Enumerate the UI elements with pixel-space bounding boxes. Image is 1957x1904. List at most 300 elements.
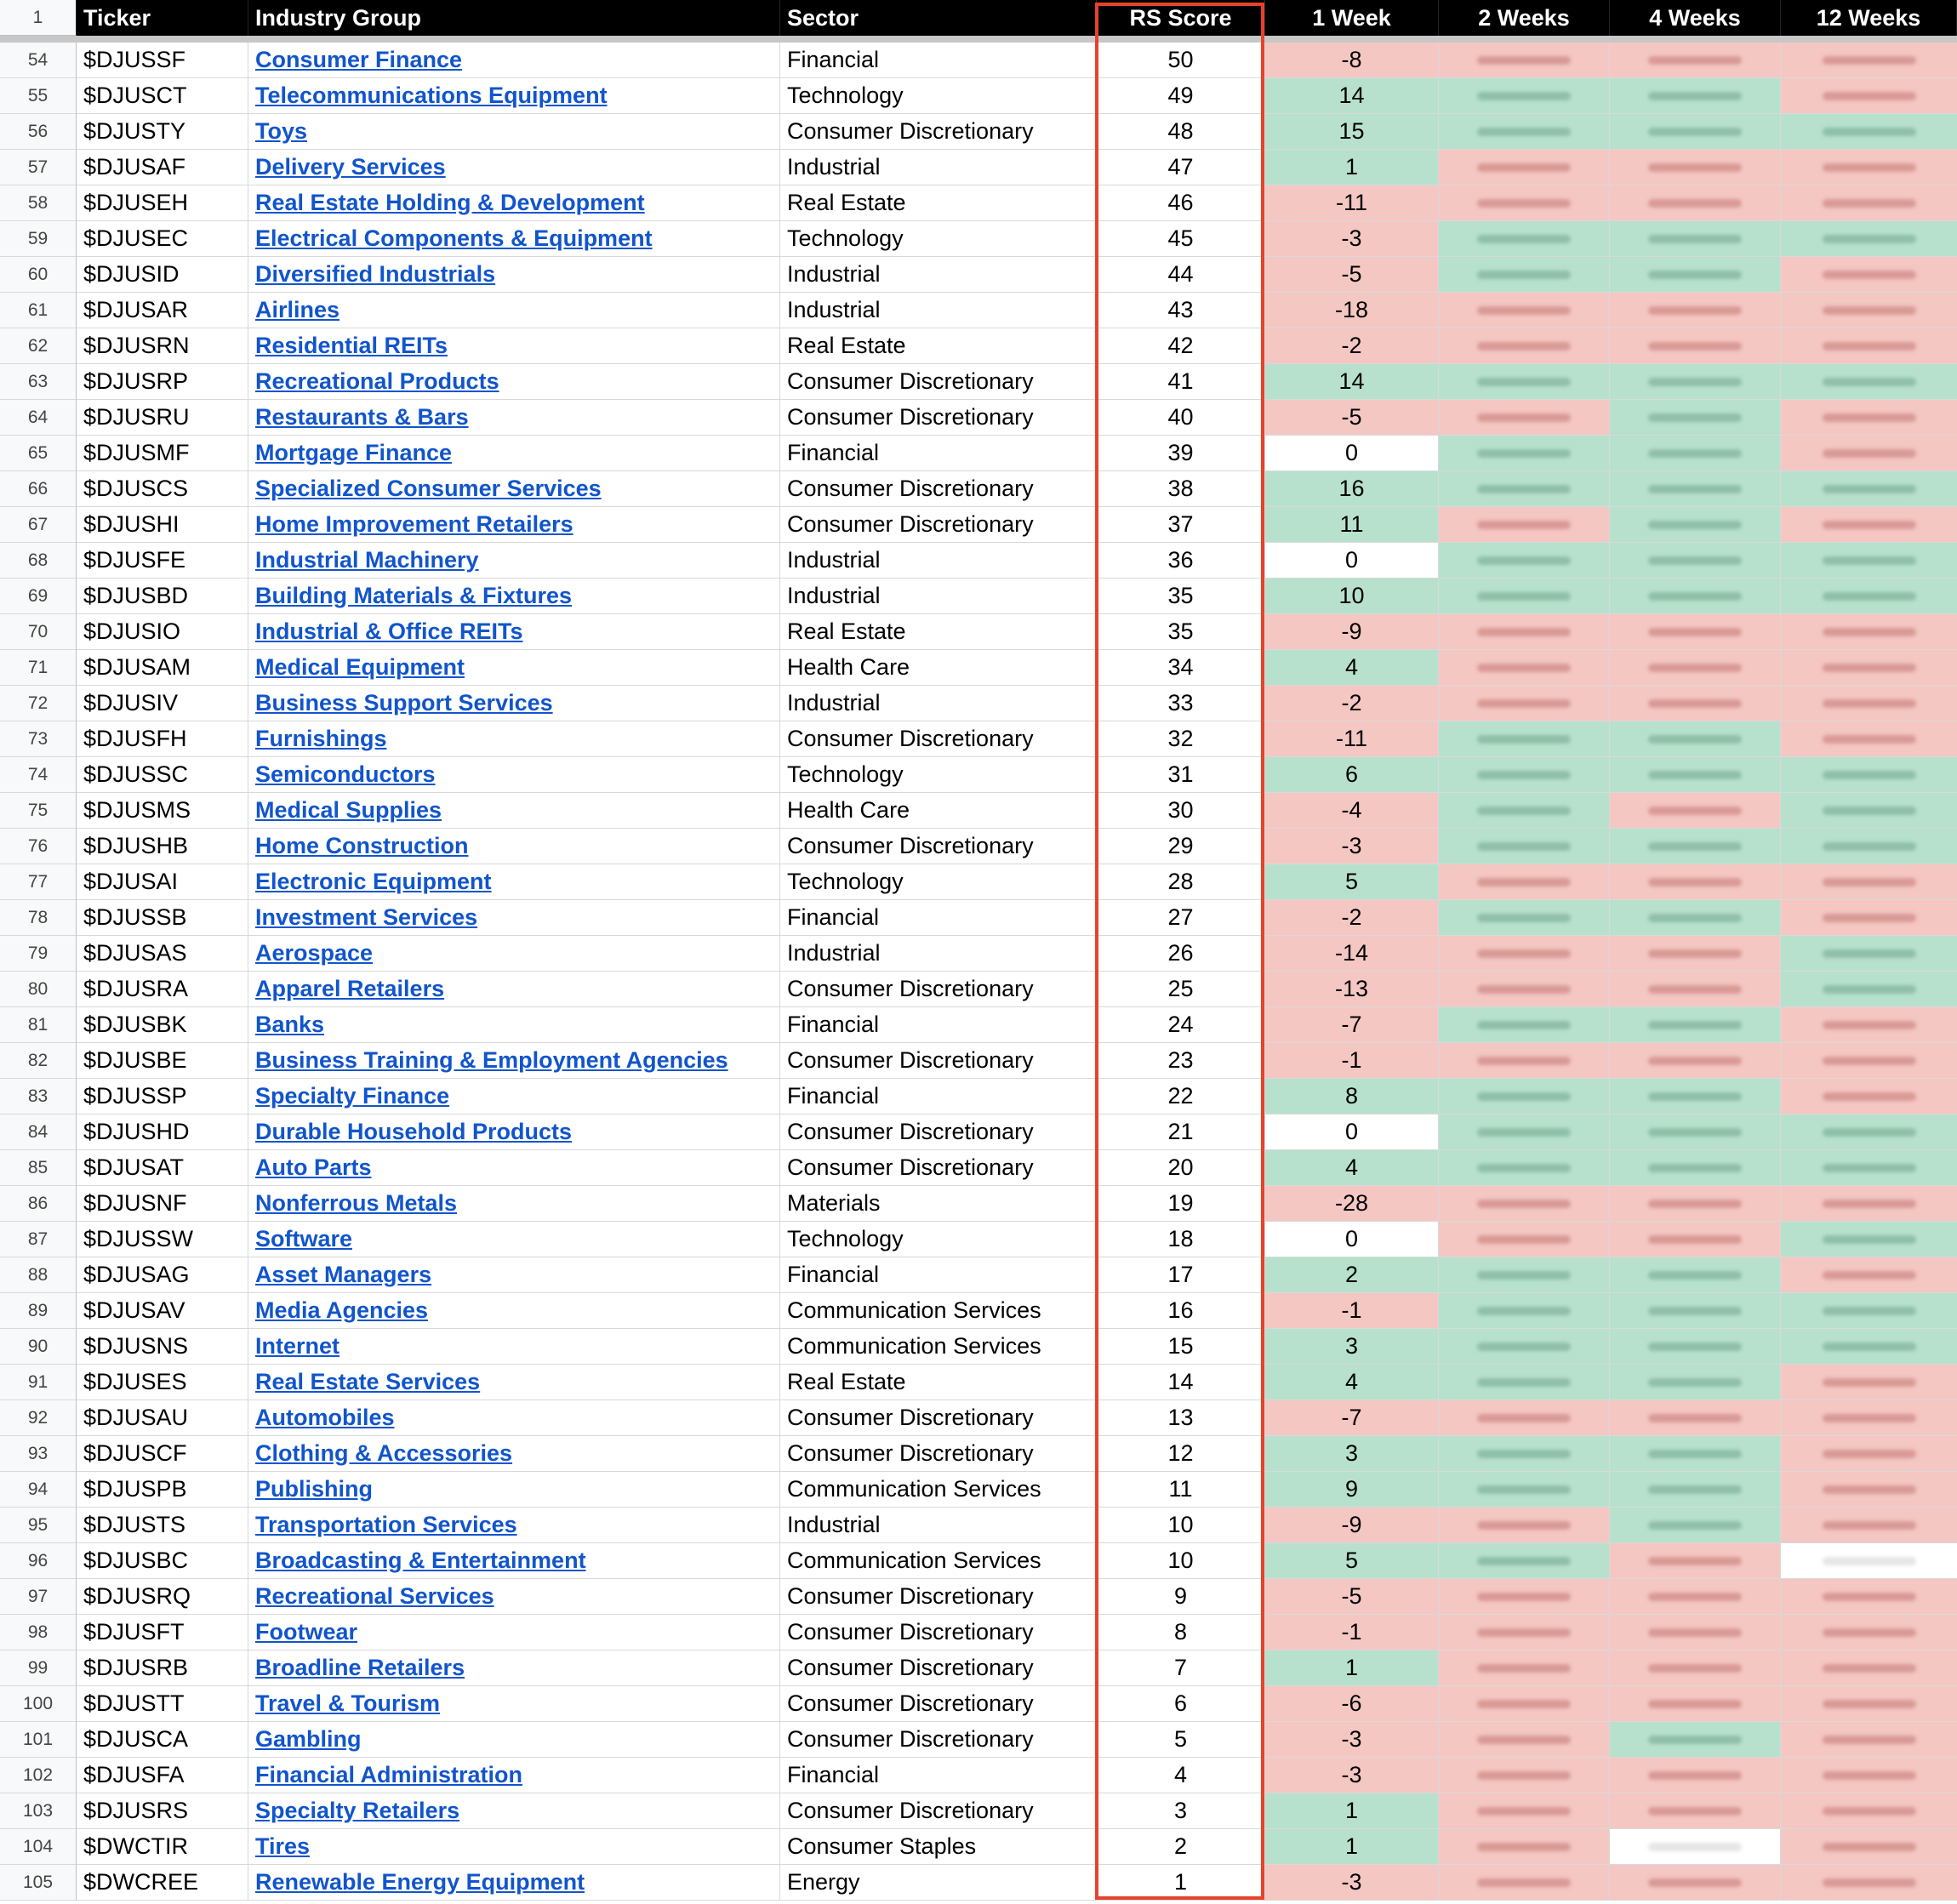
sector-cell[interactable]: Consumer Discretionary (780, 1579, 1097, 1615)
sector-cell[interactable]: Communication Services (780, 1329, 1097, 1365)
week1-change-cell[interactable]: -7 (1265, 1007, 1439, 1043)
industry-group-cell[interactable] (248, 1186, 780, 1222)
week4-change-cell-redacted[interactable] (1610, 1865, 1781, 1901)
week12-change-cell-redacted[interactable] (1781, 1686, 1957, 1722)
week2-change-cell-redacted[interactable] (1439, 1400, 1610, 1436)
industry-group-link[interactable]: Investment Services (255, 904, 478, 930)
rs-score-cell[interactable]: 12 (1097, 1436, 1265, 1472)
week12-change-cell-redacted[interactable] (1781, 936, 1957, 972)
sector-cell[interactable]: Industrial (780, 686, 1097, 721)
week2-change-cell-redacted[interactable] (1439, 507, 1610, 543)
week12-change-cell-redacted[interactable] (1781, 400, 1957, 436)
industry-group-link[interactable]: Telecommunications Equipment (255, 83, 608, 108)
ticker-cell[interactable]: $DJUSHD (77, 1114, 248, 1150)
industry-group-cell[interactable] (248, 436, 780, 471)
week2-change-cell-redacted[interactable] (1439, 864, 1610, 900)
industry-group-cell[interactable] (248, 650, 780, 686)
industry-group-link[interactable]: Travel & Tourism (255, 1690, 441, 1716)
ticker-cell[interactable]: $DJUSRS (77, 1793, 248, 1829)
week1-change-cell[interactable]: 2 (1265, 1257, 1439, 1293)
week2-change-cell-redacted[interactable] (1439, 579, 1610, 614)
week4-change-cell-redacted[interactable] (1610, 150, 1781, 185)
industry-group-cell[interactable] (248, 721, 780, 757)
industry-group-cell[interactable] (248, 150, 780, 185)
industry-group-link[interactable]: Medical Equipment (255, 654, 465, 680)
ticker-cell[interactable]: $DJUSBD (77, 579, 248, 614)
week2-change-cell-redacted[interactable] (1439, 900, 1610, 936)
week12-change-cell-redacted[interactable] (1781, 686, 1957, 721)
week12-change-cell-redacted[interactable] (1781, 43, 1957, 78)
row-number[interactable]: 65 (0, 436, 77, 471)
industry-group-link[interactable]: Broadline Retailers (255, 1655, 465, 1680)
row-number[interactable]: 93 (0, 1436, 77, 1472)
industry-group-link[interactable]: Electronic Equipment (255, 869, 492, 894)
sector-cell[interactable]: Industrial (780, 543, 1097, 579)
row-number[interactable]: 101 (0, 1722, 77, 1758)
industry-group-link[interactable]: Renewable Energy Equipment (255, 1869, 585, 1895)
rs-score-cell[interactable]: 4 (1097, 1758, 1265, 1793)
column-header-ticker[interactable]: Ticker (77, 0, 248, 36)
week4-change-cell-redacted[interactable] (1610, 507, 1781, 543)
industry-group-link[interactable]: Apparel Retailers (255, 976, 445, 1001)
week1-change-cell[interactable]: -3 (1265, 1865, 1439, 1901)
week4-change-cell-redacted[interactable] (1610, 293, 1781, 328)
rs-score-cell[interactable]: 27 (1097, 900, 1265, 936)
industry-group-link[interactable]: Specialty Retailers (255, 1798, 460, 1823)
week2-change-cell-redacted[interactable] (1439, 1829, 1610, 1865)
week12-change-cell-redacted[interactable] (1781, 1865, 1957, 1901)
column-header-2-weeks[interactable]: 2 Weeks (1439, 0, 1610, 36)
sector-cell[interactable]: Consumer Discretionary (780, 721, 1097, 757)
ticker-cell[interactable]: $DJUSRU (77, 400, 248, 436)
week2-change-cell-redacted[interactable] (1439, 1579, 1610, 1615)
sector-cell[interactable]: Consumer Discretionary (780, 507, 1097, 543)
week1-change-cell[interactable]: -8 (1265, 43, 1439, 78)
ticker-cell[interactable]: $DJUSAT (77, 1150, 248, 1186)
week1-change-cell[interactable]: -2 (1265, 686, 1439, 721)
row-number[interactable]: 57 (0, 150, 77, 185)
week12-change-cell-redacted[interactable] (1781, 471, 1957, 507)
row-number[interactable]: 79 (0, 936, 77, 972)
sector-cell[interactable]: Real Estate (780, 1365, 1097, 1400)
week4-change-cell-redacted[interactable] (1610, 757, 1781, 793)
week4-change-cell-redacted[interactable] (1610, 1686, 1781, 1722)
rs-score-cell[interactable]: 30 (1097, 793, 1265, 829)
rs-score-cell[interactable]: 47 (1097, 150, 1265, 185)
week1-change-cell[interactable]: 8 (1265, 1079, 1439, 1114)
rs-score-cell[interactable]: 29 (1097, 829, 1265, 864)
industry-group-link[interactable]: Financial Administration (255, 1762, 523, 1787)
week2-change-cell-redacted[interactable] (1439, 1436, 1610, 1472)
ticker-cell[interactable]: $DJUSID (77, 257, 248, 293)
week12-change-cell-redacted[interactable] (1781, 257, 1957, 293)
industry-group-cell[interactable] (248, 543, 780, 579)
rs-score-cell[interactable]: 23 (1097, 1043, 1265, 1079)
week4-change-cell-redacted[interactable] (1610, 1829, 1781, 1865)
week1-change-cell[interactable]: 1 (1265, 1793, 1439, 1829)
week4-change-cell-redacted[interactable] (1610, 579, 1781, 614)
row-number[interactable]: 83 (0, 1079, 77, 1114)
ticker-cell[interactable]: $DJUSTY (77, 114, 248, 150)
rs-score-cell[interactable]: 41 (1097, 364, 1265, 400)
ticker-cell[interactable]: $DJUSSP (77, 1079, 248, 1114)
rs-score-cell[interactable]: 46 (1097, 185, 1265, 221)
week12-change-cell-redacted[interactable] (1781, 900, 1957, 936)
week4-change-cell-redacted[interactable] (1610, 1150, 1781, 1186)
week4-change-cell-redacted[interactable] (1610, 114, 1781, 150)
week4-change-cell-redacted[interactable] (1610, 1007, 1781, 1043)
industry-group-link[interactable]: Tires (255, 1833, 311, 1859)
week4-change-cell-redacted[interactable] (1610, 864, 1781, 900)
industry-group-cell[interactable] (248, 400, 780, 436)
industry-group-link[interactable]: Gambling (255, 1726, 362, 1752)
row-number[interactable]: 103 (0, 1793, 77, 1829)
week4-change-cell-redacted[interactable] (1610, 400, 1781, 436)
row-number[interactable]: 82 (0, 1043, 77, 1079)
row-number[interactable]: 73 (0, 721, 77, 757)
week2-change-cell-redacted[interactable] (1439, 400, 1610, 436)
week12-change-cell-redacted[interactable] (1781, 1722, 1957, 1758)
week4-change-cell-redacted[interactable] (1610, 328, 1781, 364)
week2-change-cell-redacted[interactable] (1439, 793, 1610, 829)
rs-score-cell[interactable]: 49 (1097, 78, 1265, 114)
ticker-cell[interactable]: $DJUSCF (77, 1436, 248, 1472)
rs-score-cell[interactable]: 2 (1097, 1829, 1265, 1865)
sector-cell[interactable]: Financial (780, 900, 1097, 936)
ticker-cell[interactable]: $DJUSBC (77, 1543, 248, 1579)
industry-group-link[interactable]: Home Construction (255, 833, 469, 858)
sector-cell[interactable]: Financial (780, 1257, 1097, 1293)
week2-change-cell-redacted[interactable] (1439, 1079, 1610, 1114)
week2-change-cell-redacted[interactable] (1439, 1615, 1610, 1650)
ticker-cell[interactable]: $DJUSAG (77, 1257, 248, 1293)
sector-cell[interactable]: Technology (780, 78, 1097, 114)
row-number[interactable]: 98 (0, 1615, 77, 1650)
week2-change-cell-redacted[interactable] (1439, 1686, 1610, 1722)
week12-change-cell-redacted[interactable] (1781, 829, 1957, 864)
week12-change-cell-redacted[interactable] (1781, 114, 1957, 150)
rs-score-cell[interactable]: 3 (1097, 1793, 1265, 1829)
column-header-industry-group[interactable]: Industry Group (248, 0, 780, 36)
industry-group-link[interactable]: Electrical Components & Equipment (255, 225, 653, 251)
industry-group-cell[interactable] (248, 1472, 780, 1508)
industry-group-cell[interactable] (248, 686, 780, 721)
industry-group-link[interactable]: Residential REITs (255, 333, 448, 358)
week2-change-cell-redacted[interactable] (1439, 1543, 1610, 1579)
industry-group-cell[interactable] (248, 793, 780, 829)
week1-change-cell[interactable]: 6 (1265, 757, 1439, 793)
week2-change-cell-redacted[interactable] (1439, 1257, 1610, 1293)
week2-change-cell-redacted[interactable] (1439, 829, 1610, 864)
week12-change-cell-redacted[interactable] (1781, 1222, 1957, 1257)
ticker-cell[interactable]: $DJUSBK (77, 1007, 248, 1043)
week1-change-cell[interactable]: -11 (1265, 185, 1439, 221)
week2-change-cell-redacted[interactable] (1439, 1865, 1610, 1901)
row-number[interactable]: 84 (0, 1114, 77, 1150)
week2-change-cell-redacted[interactable] (1439, 293, 1610, 328)
row-number[interactable]: 66 (0, 471, 77, 507)
industry-group-cell[interactable] (248, 114, 780, 150)
week4-change-cell-redacted[interactable] (1610, 543, 1781, 579)
industry-group-cell[interactable] (248, 757, 780, 793)
week2-change-cell-redacted[interactable] (1439, 221, 1610, 257)
ticker-cell[interactable]: $DJUSTS (77, 1508, 248, 1543)
row-number[interactable]: 86 (0, 1186, 77, 1222)
row-number[interactable]: 88 (0, 1257, 77, 1293)
column-header-12-weeks[interactable]: 12 Weeks (1781, 0, 1957, 36)
row-number[interactable]: 104 (0, 1829, 77, 1865)
week4-change-cell-redacted[interactable] (1610, 1508, 1781, 1543)
week12-change-cell-redacted[interactable] (1781, 793, 1957, 829)
week2-change-cell-redacted[interactable] (1439, 1472, 1610, 1508)
week1-change-cell[interactable]: 4 (1265, 1365, 1439, 1400)
week2-change-cell-redacted[interactable] (1439, 1650, 1610, 1686)
week12-change-cell-redacted[interactable] (1781, 185, 1957, 221)
week2-change-cell-redacted[interactable] (1439, 43, 1610, 78)
week2-change-cell-redacted[interactable] (1439, 1007, 1610, 1043)
row-number[interactable]: 87 (0, 1222, 77, 1257)
row-number[interactable]: 56 (0, 114, 77, 150)
week12-change-cell-redacted[interactable] (1781, 1436, 1957, 1472)
week1-change-cell[interactable]: 1 (1265, 1829, 1439, 1865)
row-number[interactable]: 59 (0, 221, 77, 257)
sector-cell[interactable]: Technology (780, 757, 1097, 793)
week1-change-cell[interactable]: 9 (1265, 1472, 1439, 1508)
ticker-cell[interactable]: $DJUSHI (77, 507, 248, 543)
rs-score-cell[interactable]: 11 (1097, 1472, 1265, 1508)
ticker-cell[interactable]: $DJUSSC (77, 757, 248, 793)
ticker-cell[interactable]: $DJUSAR (77, 293, 248, 328)
week12-change-cell-redacted[interactable] (1781, 1293, 1957, 1329)
week1-change-cell[interactable]: -9 (1265, 1508, 1439, 1543)
row-number[interactable]: 67 (0, 507, 77, 543)
week1-change-cell[interactable]: 10 (1265, 579, 1439, 614)
week4-change-cell-redacted[interactable] (1610, 614, 1781, 650)
rs-score-cell[interactable]: 45 (1097, 221, 1265, 257)
week1-change-cell[interactable]: -1 (1265, 1043, 1439, 1079)
week12-change-cell-redacted[interactable] (1781, 1508, 1957, 1543)
industry-group-cell[interactable] (248, 221, 780, 257)
week4-change-cell-redacted[interactable] (1610, 1114, 1781, 1150)
row-number[interactable]: 94 (0, 1472, 77, 1508)
industry-group-link[interactable]: Building Materials & Fixtures (255, 583, 573, 608)
rs-score-cell[interactable]: 10 (1097, 1543, 1265, 1579)
ticker-cell[interactable]: $DJUSAI (77, 864, 248, 900)
week4-change-cell-redacted[interactable] (1610, 78, 1781, 114)
industry-group-cell[interactable] (248, 1329, 780, 1365)
rs-score-cell[interactable]: 8 (1097, 1615, 1265, 1650)
row-number[interactable]: 64 (0, 400, 77, 436)
ticker-cell[interactable]: $DJUSEC (77, 221, 248, 257)
sector-cell[interactable]: Consumer Discretionary (780, 1793, 1097, 1829)
week4-change-cell-redacted[interactable] (1610, 1293, 1781, 1329)
week4-change-cell-redacted[interactable] (1610, 471, 1781, 507)
industry-group-cell[interactable] (248, 364, 780, 400)
week1-change-cell[interactable]: -6 (1265, 1686, 1439, 1722)
week2-change-cell-redacted[interactable] (1439, 436, 1610, 471)
week12-change-cell-redacted[interactable] (1781, 1329, 1957, 1365)
week2-change-cell-redacted[interactable] (1439, 257, 1610, 293)
week4-change-cell-redacted[interactable] (1610, 829, 1781, 864)
row-number[interactable]: 60 (0, 257, 77, 293)
row-number[interactable]: 72 (0, 686, 77, 721)
week1-change-cell[interactable]: 1 (1265, 150, 1439, 185)
ticker-cell[interactable]: $DJUSNS (77, 1329, 248, 1365)
frozen-row-divider[interactable] (0, 36, 1957, 43)
sector-cell[interactable]: Consumer Discretionary (780, 1686, 1097, 1722)
industry-group-cell[interactable] (248, 1222, 780, 1257)
rs-score-cell[interactable]: 13 (1097, 1400, 1265, 1436)
industry-group-cell[interactable] (248, 936, 780, 972)
rs-score-cell[interactable]: 31 (1097, 757, 1265, 793)
row-number[interactable]: 89 (0, 1293, 77, 1329)
industry-group-link[interactable]: Business Support Services (255, 690, 553, 715)
industry-group-link[interactable]: Automobiles (255, 1405, 395, 1430)
ticker-cell[interactable]: $DJUSHB (77, 829, 248, 864)
week4-change-cell-redacted[interactable] (1610, 1793, 1781, 1829)
industry-group-cell[interactable] (248, 900, 780, 936)
industry-group-cell[interactable] (248, 1150, 780, 1186)
column-header-4-weeks[interactable]: 4 Weeks (1610, 0, 1781, 36)
week1-change-cell[interactable]: -2 (1265, 900, 1439, 936)
week4-change-cell-redacted[interactable] (1610, 364, 1781, 400)
rs-score-cell[interactable]: 26 (1097, 936, 1265, 972)
rs-score-cell[interactable]: 28 (1097, 864, 1265, 900)
week4-change-cell-redacted[interactable] (1610, 721, 1781, 757)
week12-change-cell-redacted[interactable] (1781, 1829, 1957, 1865)
week4-change-cell-redacted[interactable] (1610, 1758, 1781, 1793)
sector-cell[interactable]: Health Care (780, 650, 1097, 686)
week2-change-cell-redacted[interactable] (1439, 471, 1610, 507)
industry-group-cell[interactable] (248, 1257, 780, 1293)
week4-change-cell-redacted[interactable] (1610, 1186, 1781, 1222)
industry-group-link[interactable]: Semiconductors (255, 761, 436, 787)
week1-change-cell[interactable]: 0 (1265, 1222, 1439, 1257)
week1-change-cell[interactable]: -2 (1265, 328, 1439, 364)
ticker-cell[interactable]: $DJUSFA (77, 1758, 248, 1793)
week12-change-cell-redacted[interactable] (1781, 864, 1957, 900)
row-number[interactable]: 100 (0, 1686, 77, 1722)
sector-cell[interactable]: Consumer Discretionary (780, 364, 1097, 400)
week1-change-cell[interactable]: -1 (1265, 1293, 1439, 1329)
week12-change-cell-redacted[interactable] (1781, 1793, 1957, 1829)
week1-change-cell[interactable]: 11 (1265, 507, 1439, 543)
industry-group-link[interactable]: Asset Managers (255, 1262, 432, 1287)
week12-change-cell-redacted[interactable] (1781, 1186, 1957, 1222)
row-number[interactable]: 55 (0, 78, 77, 114)
industry-group-link[interactable]: Diversified Industrials (255, 261, 496, 287)
week12-change-cell-redacted[interactable] (1781, 543, 1957, 579)
week1-change-cell[interactable]: -3 (1265, 1722, 1439, 1758)
row-number[interactable]: 95 (0, 1508, 77, 1543)
week2-change-cell-redacted[interactable] (1439, 757, 1610, 793)
industry-group-cell[interactable] (248, 1114, 780, 1150)
week1-change-cell[interactable]: 0 (1265, 1114, 1439, 1150)
week4-change-cell-redacted[interactable] (1610, 1650, 1781, 1686)
week2-change-cell-redacted[interactable] (1439, 114, 1610, 150)
rs-score-cell[interactable]: 6 (1097, 1686, 1265, 1722)
week1-change-cell[interactable]: -3 (1265, 829, 1439, 864)
row-number[interactable]: 63 (0, 364, 77, 400)
industry-group-link[interactable]: Mortgage Finance (255, 440, 453, 465)
row-number[interactable]: 85 (0, 1150, 77, 1186)
week12-change-cell-redacted[interactable] (1781, 1007, 1957, 1043)
rs-score-cell[interactable]: 33 (1097, 686, 1265, 721)
sector-cell[interactable]: Energy (780, 1865, 1097, 1901)
rs-score-cell[interactable]: 42 (1097, 328, 1265, 364)
ticker-cell[interactable]: $DJUSAM (77, 650, 248, 686)
row-number[interactable]: 62 (0, 328, 77, 364)
industry-group-link[interactable]: Durable Household Products (255, 1119, 573, 1144)
rs-score-cell[interactable]: 39 (1097, 436, 1265, 471)
week4-change-cell-redacted[interactable] (1610, 221, 1781, 257)
week2-change-cell-redacted[interactable] (1439, 1043, 1610, 1079)
rs-score-cell[interactable]: 44 (1097, 257, 1265, 293)
rs-score-cell[interactable]: 35 (1097, 579, 1265, 614)
row-number[interactable]: 90 (0, 1329, 77, 1365)
week4-change-cell-redacted[interactable] (1610, 1257, 1781, 1293)
rs-score-cell[interactable]: 10 (1097, 1508, 1265, 1543)
week4-change-cell-redacted[interactable] (1610, 185, 1781, 221)
industry-group-cell[interactable] (248, 293, 780, 328)
week1-change-cell[interactable]: -3 (1265, 221, 1439, 257)
ticker-cell[interactable]: $DJUSNF (77, 1186, 248, 1222)
week4-change-cell-redacted[interactable] (1610, 1472, 1781, 1508)
week12-change-cell-redacted[interactable] (1781, 150, 1957, 185)
week2-change-cell-redacted[interactable] (1439, 686, 1610, 721)
week1-change-cell[interactable]: -4 (1265, 793, 1439, 829)
industry-group-cell[interactable] (248, 78, 780, 114)
ticker-cell[interactable]: $DWCREE (77, 1865, 248, 1901)
industry-group-link[interactable]: Internet (255, 1333, 340, 1359)
week1-change-cell[interactable]: -28 (1265, 1186, 1439, 1222)
industry-group-cell[interactable] (248, 1829, 780, 1865)
rs-score-cell[interactable]: 16 (1097, 1293, 1265, 1329)
week2-change-cell-redacted[interactable] (1439, 1222, 1610, 1257)
sector-cell[interactable]: Industrial (780, 257, 1097, 293)
ticker-cell[interactable]: $DJUSBE (77, 1043, 248, 1079)
industry-group-cell[interactable] (248, 614, 780, 650)
week12-change-cell-redacted[interactable] (1781, 1543, 1957, 1579)
week4-change-cell-redacted[interactable] (1610, 1436, 1781, 1472)
sector-cell[interactable]: Consumer Discretionary (780, 829, 1097, 864)
sector-cell[interactable]: Industrial (780, 936, 1097, 972)
sector-cell[interactable]: Financial (780, 43, 1097, 78)
rs-score-cell[interactable]: 14 (1097, 1365, 1265, 1400)
industry-group-cell[interactable] (248, 1436, 780, 1472)
week4-change-cell-redacted[interactable] (1610, 1329, 1781, 1365)
rs-score-cell[interactable]: 5 (1097, 1722, 1265, 1758)
industry-group-link[interactable]: Restaurants & Bars (255, 404, 469, 430)
industry-group-link[interactable]: Media Agencies (255, 1297, 429, 1323)
ticker-cell[interactable]: $DJUSCS (77, 471, 248, 507)
week1-change-cell[interactable]: -5 (1265, 257, 1439, 293)
row-number[interactable]: 92 (0, 1400, 77, 1436)
industry-group-cell[interactable] (248, 1722, 780, 1758)
row-number[interactable]: 76 (0, 829, 77, 864)
week4-change-cell-redacted[interactable] (1610, 1543, 1781, 1579)
week2-change-cell-redacted[interactable] (1439, 185, 1610, 221)
sector-cell[interactable]: Consumer Discretionary (780, 1150, 1097, 1186)
industry-group-link[interactable]: Publishing (255, 1476, 373, 1502)
week12-change-cell-redacted[interactable] (1781, 221, 1957, 257)
industry-group-link[interactable]: Banks (255, 1012, 325, 1037)
rs-score-cell[interactable]: 24 (1097, 1007, 1265, 1043)
industry-group-cell[interactable] (248, 1043, 780, 1079)
ticker-cell[interactable]: $DJUSRP (77, 364, 248, 400)
industry-group-link[interactable]: Real Estate Holding & Development (255, 190, 645, 215)
rs-score-cell[interactable]: 19 (1097, 1186, 1265, 1222)
